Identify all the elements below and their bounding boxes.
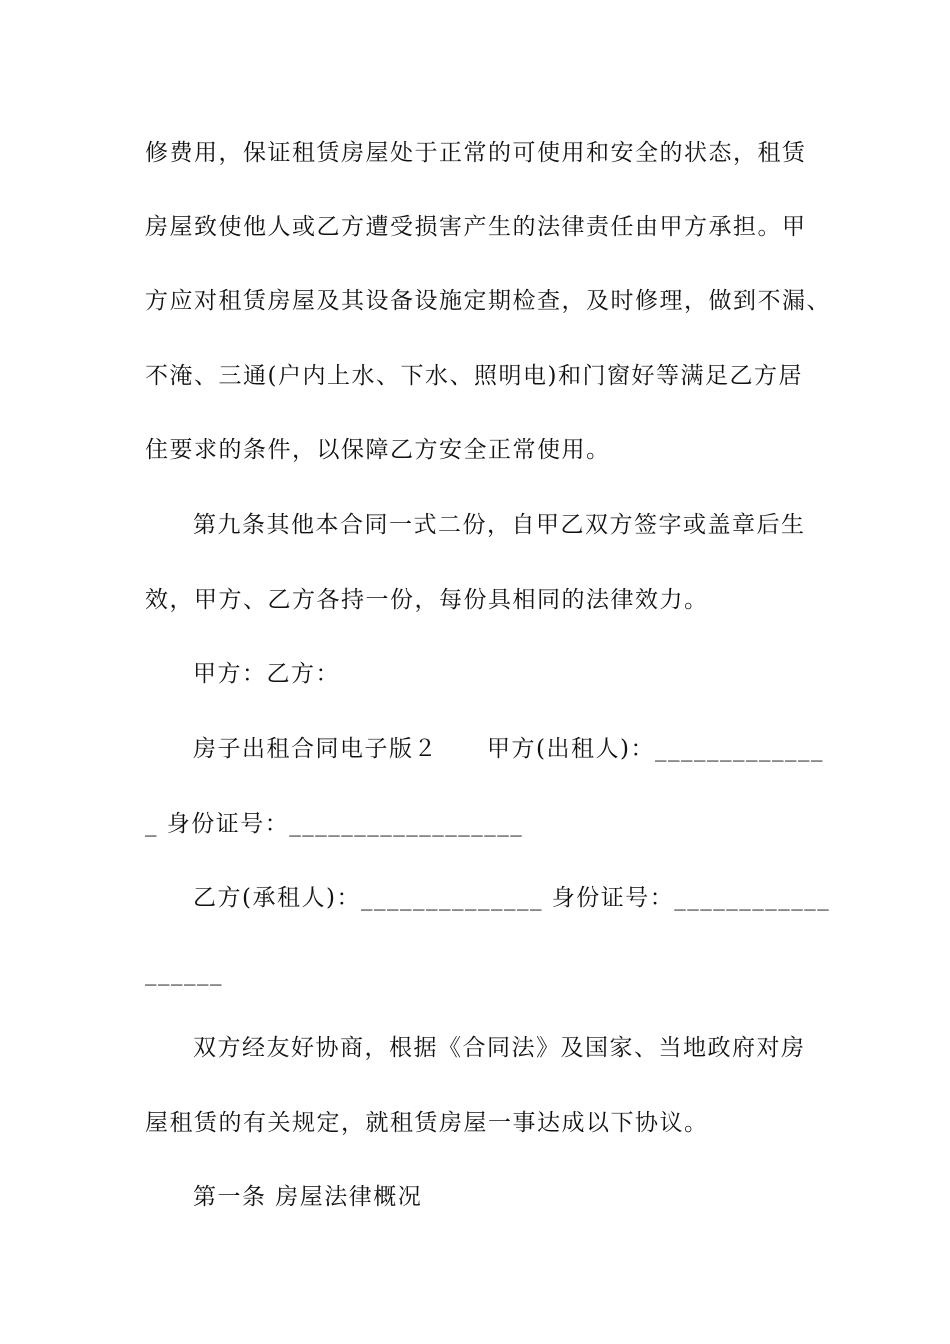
text-line: 修费用，保证租赁房屋处于正常的可使用和安全的状态，租赁 [145, 140, 807, 166]
text-line: ______ [145, 960, 223, 986]
text-line: 第九条其他本合同一式二份，自甲乙双方签字或盖章后生 [193, 512, 806, 538]
text-line: 双方经友好协商，根据《合同法》及国家、当地政府对房 [193, 1035, 806, 1061]
text-line: 第一条 房屋法律概况 [193, 1184, 423, 1210]
text-line: 房屋致使他人或乙方遭受损害产生的法律责任由甲方承担。甲 [145, 214, 807, 240]
text-line: 乙方(承租人)：______________ 身份证号：____________ [193, 885, 831, 911]
text-line: 房子出租合同电子版２ 甲方(出租人)：_____________ [193, 736, 824, 762]
text-line: _ 身份证号：__________________ [145, 811, 524, 837]
text-line: 不淹、三通(户内上水、下水、照明电)和门窗好等满足乙方居 [145, 363, 803, 389]
text-line: 住要求的条件，以保障乙方安全正常使用。 [145, 437, 611, 463]
text-line: 方应对租赁房屋及其设备设施定期检查，及时修理，做到不漏、 [145, 288, 831, 314]
text-line: 效，甲方、乙方各持一份，每份具相同的法律效力。 [145, 587, 709, 613]
text-line: 甲方：乙方： [193, 661, 340, 687]
text-line: 屋租赁的有关规定，就租赁房屋一事达成以下协议。 [145, 1110, 709, 1136]
